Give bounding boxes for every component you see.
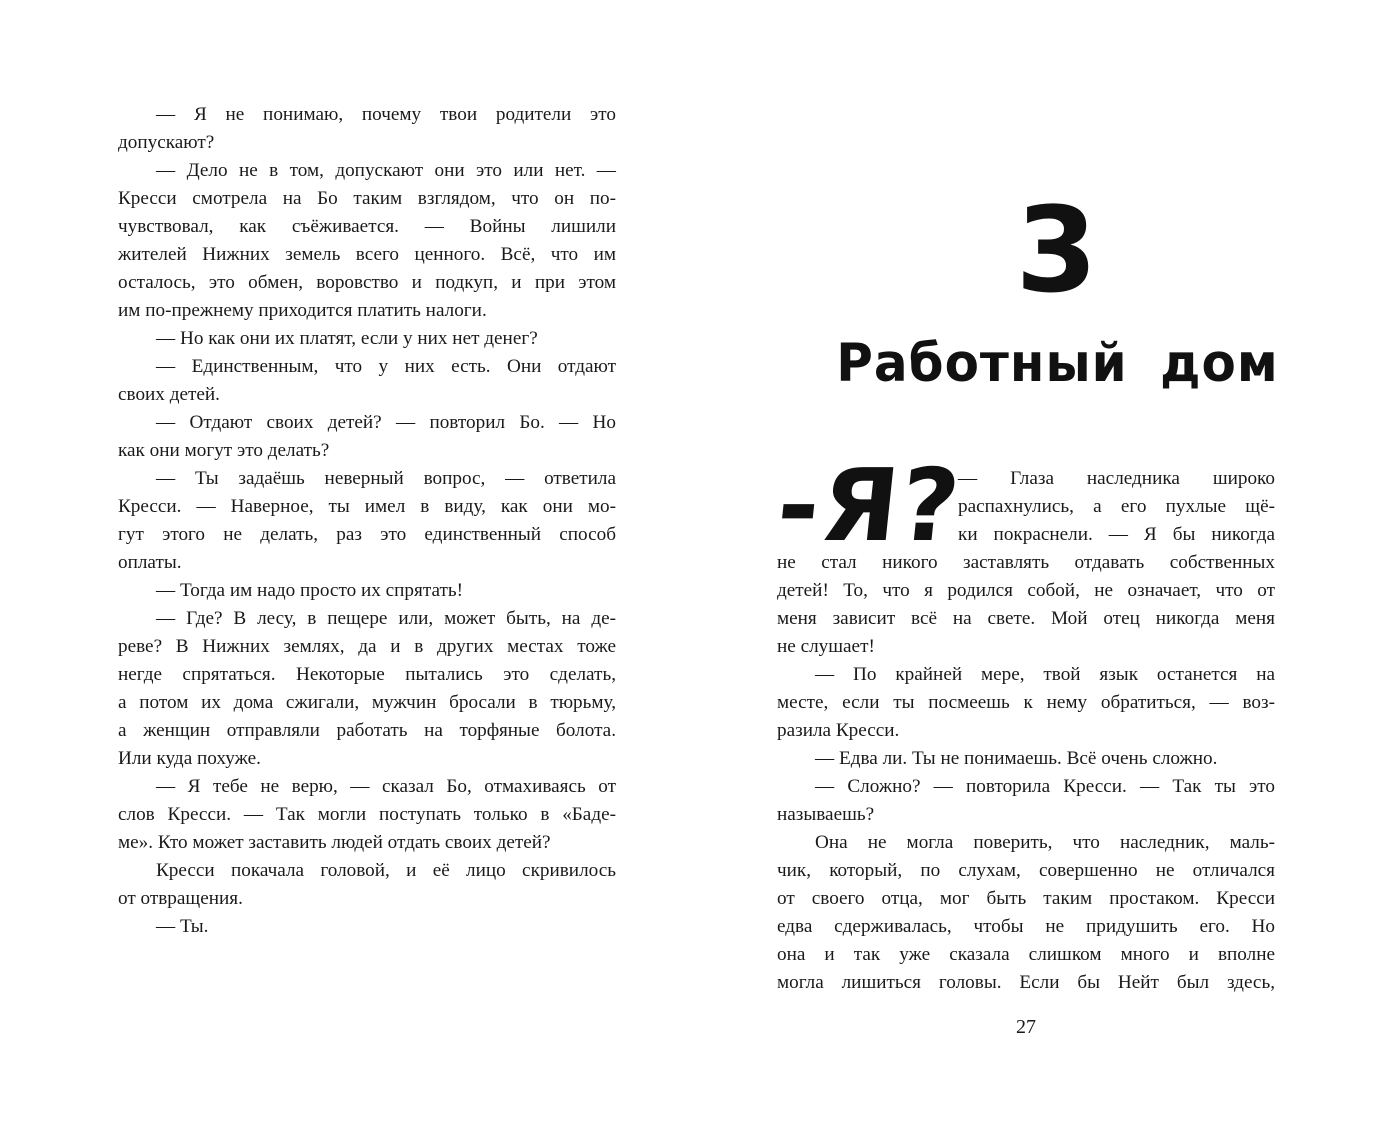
text-line: как они могут это делать? — [118, 440, 330, 461]
chapter-number: 3 — [1015, 181, 1100, 319]
text-line: могла лишиться головы. Если бы Нейт был здесь, — [777, 972, 1275, 993]
text-line: — Я тебе не верю, — сказал Бо, отмахиваясь от — [156, 776, 616, 797]
text-line: распахнулись, а его пухлые щё- — [958, 496, 1275, 517]
left-page-body-text — [118, 101, 616, 941]
text-line: меня зависит всё на свете. Мой отец никогда меня — [777, 608, 1275, 629]
text-line: она и так уже сказала слишком много и вполне — [777, 944, 1275, 965]
text-line: допускают? — [118, 132, 215, 153]
text-line: от отвращения. — [118, 888, 243, 909]
text-line: реве? В Нижних землях, да и в других местах тоже — [118, 636, 616, 657]
text-line: Или куда похуже. — [118, 748, 261, 769]
page-number: 27 — [1016, 1016, 1036, 1038]
text-line: осталось, это обмен, воровство и подкуп, и при этом — [118, 272, 616, 293]
right-page-body-text — [777, 549, 1275, 997]
text-line: месте, если ты посмеешь к нему обратиться, — воз- — [777, 692, 1275, 713]
text-line: — Ты. — [156, 916, 209, 937]
right-page-dropcap-wrap-text — [958, 465, 1275, 549]
text-line: детей! То, что я родился собой, не означает, что от — [777, 580, 1275, 601]
text-line: негде спрятаться. Некоторые пытались это сделать, — [118, 664, 616, 685]
text-line: слов Кресси. — Так могли поступать только в «Баде- — [118, 804, 616, 825]
text-line: чувствовал, как съёживается. — Войны лишили — [118, 216, 616, 237]
text-line: не стал никого заставлять отдавать собственных — [777, 552, 1275, 573]
text-line: — Но как они их платят, если у них нет денег? — [156, 328, 538, 349]
text-line: — Едва ли. Ты не понимаешь. Всё очень сложно. — [815, 748, 1218, 769]
text-line: — Я не понимаю, почему твои родители это — [156, 104, 616, 125]
text-line: — Единственным, что у них есть. Они отдают — [156, 356, 616, 377]
text-line: — Ты задаёшь неверный вопрос, — ответила — [156, 468, 616, 489]
text-line: а женщин отправляли работать на торфяные болота. — [118, 720, 616, 741]
text-line: ме». Кто может заставить людей отдать своих детей? — [118, 832, 551, 853]
text-line: а потом их дома сжигали, мужчин бросали в тюрьму, — [118, 692, 616, 713]
text-line: разила Кресси. — [777, 720, 900, 741]
text-line: оплаты. — [118, 552, 182, 573]
text-line: едва сдерживалась, чтобы не придушить его. Но — [777, 916, 1275, 937]
text-line: гут этого не делать, раз это единственный способ — [118, 524, 616, 545]
text-line: — По крайней мере, твой язык останется на — [815, 664, 1275, 685]
text-line: ки покраснели. — Я бы никогда — [958, 524, 1275, 545]
text-line: — Где? В лесу, в пещере или, может быть, на де- — [156, 608, 616, 629]
text-line: от своего отца, мог быть таким простаком. Кресси — [777, 888, 1275, 909]
text-line: — Дело не в том, допускают они это или нет. — — [156, 160, 616, 181]
text-line: называешь? — [777, 804, 875, 825]
dropcap-opening: -Я? — [771, 447, 967, 564]
text-line: — Отдают своих детей? — повторил Бо. — Но — [156, 412, 616, 433]
text-line: Она не могла поверить, что наследник, маль- — [815, 832, 1275, 853]
text-line: своих детей. — [118, 384, 220, 405]
text-line: им по-прежнему приходится платить налоги. — [118, 300, 487, 321]
text-line: Кресси. — Наверное, ты имел в виду, как они мо- — [118, 496, 616, 517]
text-line: — Глаза наследника широко — [958, 468, 1275, 489]
text-line: Кресси покачала головой, и её лицо скривилось — [156, 860, 616, 881]
left-page — [0, 0, 696, 1125]
text-line: Кресси смотрела на Бо таким взглядом, что он по- — [118, 188, 616, 209]
text-line: жителей Нижних земель всего ценного. Всё, что им — [118, 244, 616, 265]
text-line: чик, который, по слухам, совершенно не отличался — [777, 860, 1275, 881]
chapter-title: Работный дом — [836, 332, 1279, 394]
text-line: не слушает! — [777, 636, 875, 657]
text-line: — Сложно? — повторила Кресси. — Так ты это — [815, 776, 1275, 797]
text-line: — Тогда им надо просто их спрятать! — [156, 580, 463, 601]
